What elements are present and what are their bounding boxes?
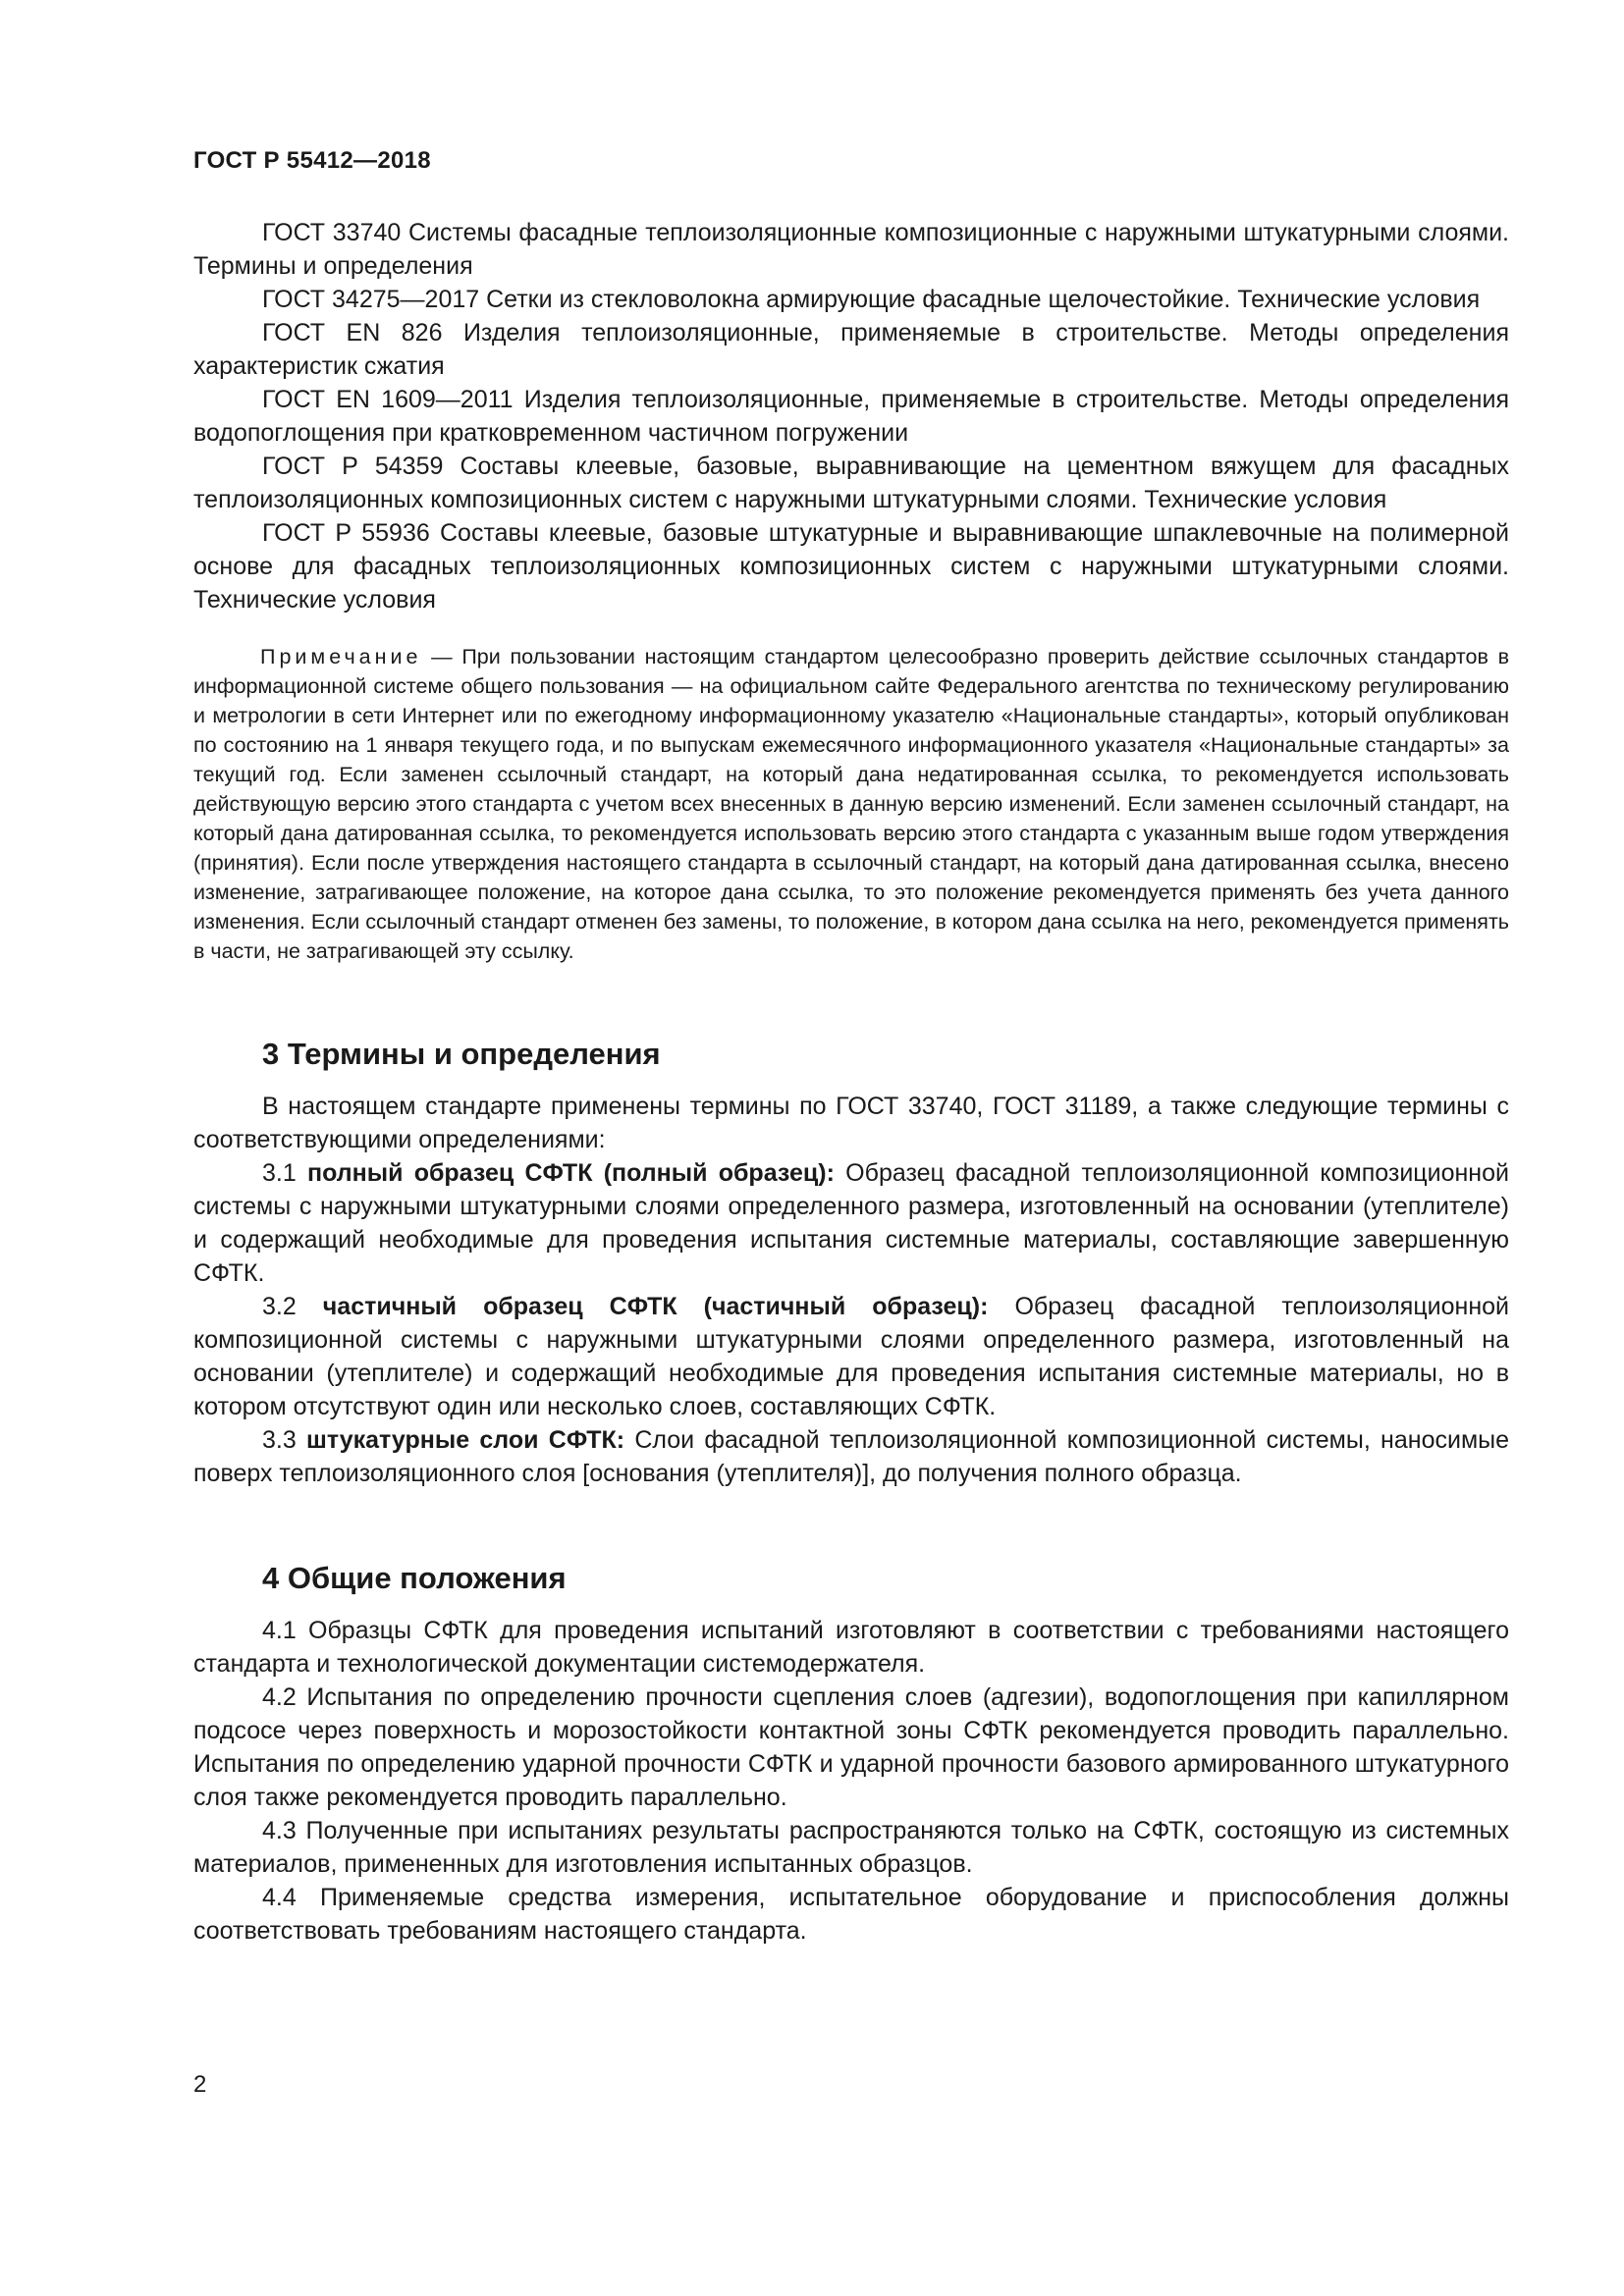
term-number: 3.3: [262, 1426, 307, 1454]
term-definition: Образец фасадной теплоизоляционной композиционной системы с наружными штукатурными слоями определенного размера, изготовленный на основании (утеплителе) и содержащий необходимые для проведения испытания системные материалы, составляющие завершенную СФТК.: [193, 1159, 1509, 1287]
term-entry: [193, 1156, 1509, 1290]
section-intro: В настоящем стандарте применены термины по ГОСТ 33740, ГОСТ 31189, а также следующие термины с соответствующими определениями:: [193, 1093, 1509, 1153]
term-definition: Образец фасадной теплоизоляционной композиционной системы с наружными штукатурными слоями определенного размера, изготовленный на основании (утеплителе) и содержащий необходимые для проведения испытания системные материалы, но в котором отсутствуют один или несколько слоев, составляющих СФТК.: [193, 1293, 1510, 1420]
reference-item: ГОСТ EN 1609—2011 Изделия теплоизоляционные, применяемые в строительстве. Методы определения водопоглощения при кратковременном частичном погружении: [193, 386, 1509, 447]
note-text: — При пользовании настоящим стандартом целесообразно проверить действие ссылочных стандартов в информационной системе общего пользования — на официальном сайте Федерального агентства по техническому регулированию и метрологии в сети Интернет или по ежегодному информационному указателю «Национальные стандарты», который опубликован по состоянию на 1 января текущего года, и по выпускам ежемесячного информационного указателя «Национальные стандарты» за текущий год. Если заменен ссылочный стандарт, на который дана недатированная ссылка, то рекомендуется использовать действующую версию этого стандарта с учетом всех внесенных в данную версию изменений. Если заменен ссылочный стандарт, на который дана датированная ссылка, то рекомендуется использовать версию этого стандарта с указанным выше годом утверждения (принятия). Если после утверждения настоящего стандарта в ссылочный стандарт, на который дана датированная ссылка, внесено изменение, затрагивающее положение, на которое дана ссылка, то это положение рекомендуется применять без учета данного изменения. Если ссылочный стандарт отменен без замены, то положение, в котором дана ссылка на него, рекомендуется применять в части, не затрагивающей эту ссылку.: [193, 645, 1509, 963]
term-entry: [193, 1423, 1509, 1490]
term-name: частичный образец СФТК (частичный образец):: [322, 1293, 989, 1320]
term-definition: Слои фасадной теплоизоляционной композиционной системы, наносимые поверх теплоизоляционного слоя [основания (утеплителя)], до получения полного образца.: [193, 1426, 1510, 1487]
reference-item: ГОСТ Р 55936 Составы клеевые, базовые штукатурные и выравнивающие шпаклевочные на полимерной основе для фасадных теплоизоляционных композиционных систем с наружными штукатурными слоями. Технические условия: [193, 519, 1509, 614]
provision-paragraph: 4.4 Применяемые средства измерения, испытательное оборудование и приспособления должны соответствовать требованиям настоящего стандарта.: [193, 1884, 1509, 1945]
page-number: 2: [193, 2071, 207, 2098]
term-entry: [193, 1290, 1509, 1423]
term-name: штукатурные слои СФТК:: [306, 1426, 625, 1454]
note-paragraph: [193, 642, 1509, 966]
note-label: Примечание: [260, 645, 422, 668]
section-general-provisions: [193, 1561, 1509, 1948]
term-name: полный образец СФТК (полный образец):: [307, 1159, 835, 1187]
term-number: 3.1: [262, 1159, 307, 1187]
reference-item: ГОСТ EN 826 Изделия теплоизоляционные, применяемые в строительстве. Методы определения характеристик сжатия: [193, 319, 1509, 380]
section-terms: [193, 1037, 1509, 1490]
section-title: 4 Общие положения: [262, 1561, 567, 1595]
document-page: [193, 147, 1509, 1948]
normative-references-list: [193, 216, 1509, 616]
provision-paragraph: 4.3 Полученные при испытаниях результаты распространяются только на СФТК, состоящую из системных материалов, примененных для изготовления испытанных образцов.: [193, 1817, 1509, 1878]
term-number: 3.2: [262, 1293, 323, 1320]
reference-item: ГОСТ 34275—2017 Сетки из стекловолокна армирующие фасадные щелочестойкие. Технические условия: [262, 286, 1481, 313]
note-block: [193, 642, 1509, 966]
reference-item: ГОСТ Р 54359 Составы клеевые, базовые, выравнивающие на цементном вяжущем для фасадных теплоизоляционных композиционных систем с наружными штукатурными слоями. Технические условия: [193, 453, 1509, 513]
document-code-header: ГОСТ Р 55412—2018: [193, 147, 431, 174]
section-title: 3 Термины и определения: [262, 1037, 661, 1071]
provision-paragraph: 4.1 Образцы СФТК для проведения испытаний изготовляют в соответствии с требованиями настоящего стандарта и технологической документации системодержателя.: [193, 1617, 1509, 1678]
provision-paragraph: 4.2 Испытания по определению прочности сцепления слоев (адгезии), водопоглощения при капиллярном подсосе через поверхность и морозостойкости контактной зоны СФТК рекомендуется проводить параллельно. Испытания по определению ударной прочности СФТК и ударной прочности базового армированного штукатурного слоя также рекомендуется проводить параллельно.: [193, 1683, 1509, 1811]
reference-item: ГОСТ 33740 Системы фасадные теплоизоляционные композиционные с наружными штукатурными слоями. Термины и определения: [193, 219, 1509, 280]
